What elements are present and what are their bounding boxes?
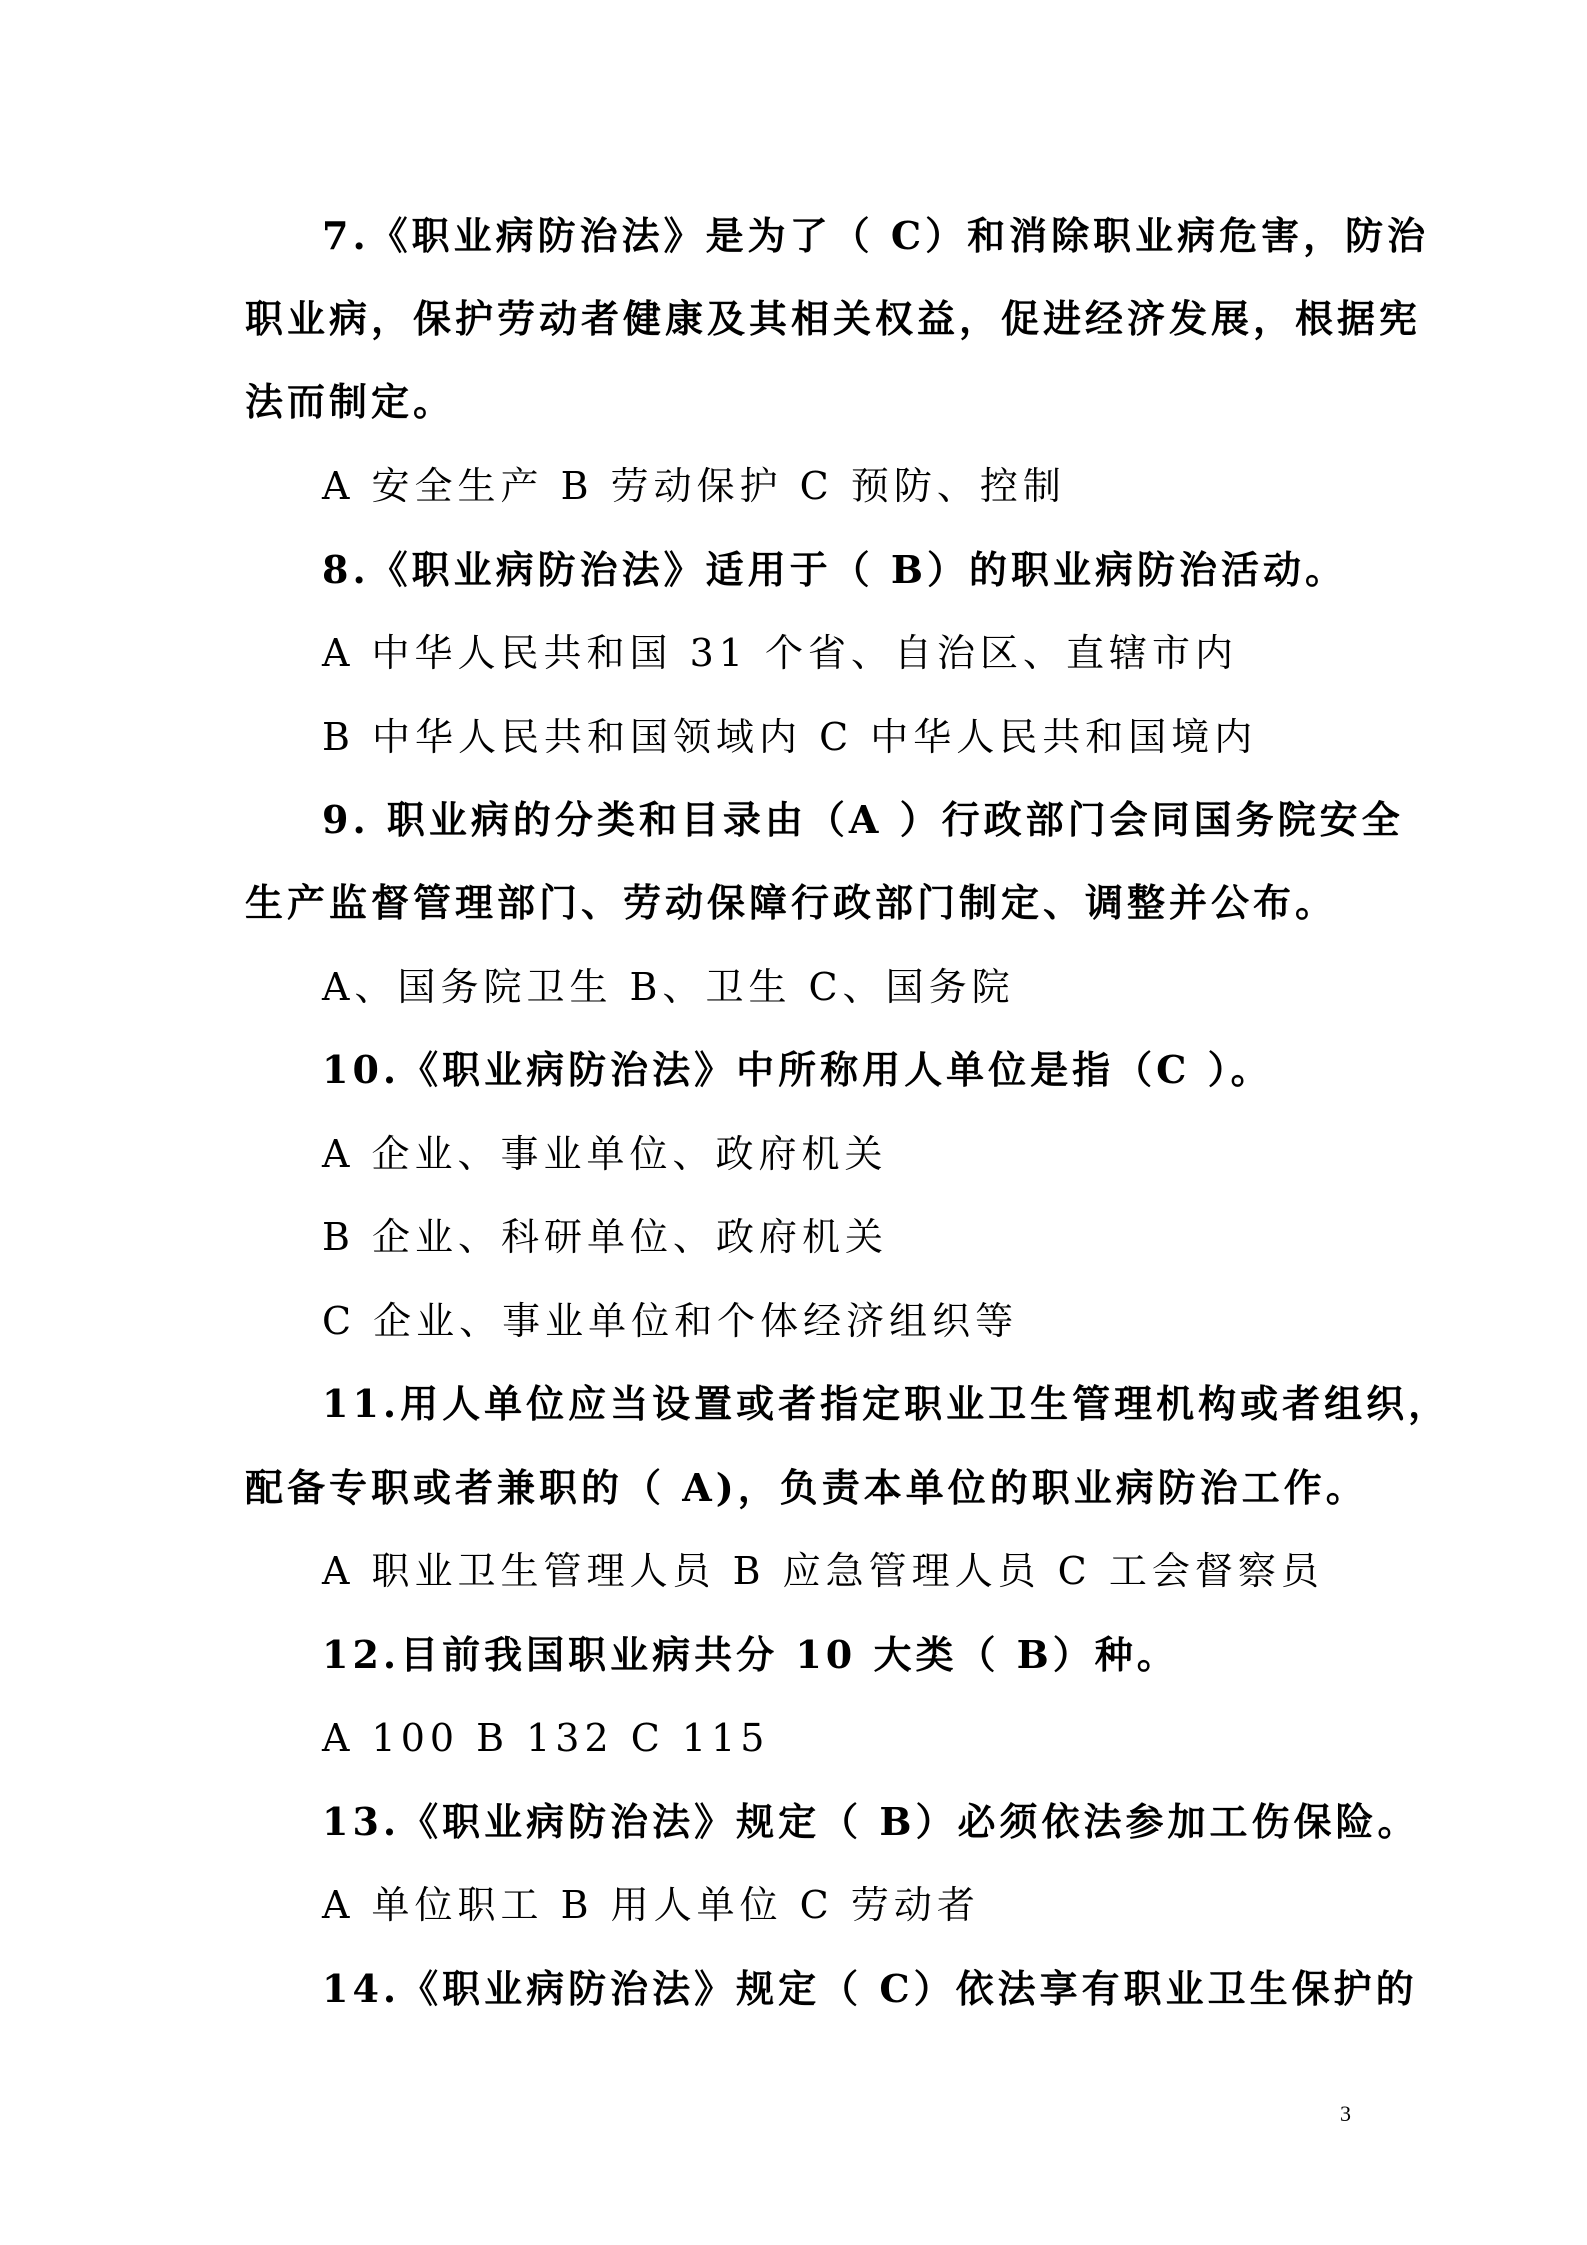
question-8: 8.《职业病防治法》适用于（ B）的职业病防治活动。 — [322, 547, 1348, 592]
question-11-options: A 职业卫生管理人员 B 应急管理人员 C 工会督察员 — [322, 1549, 1324, 1593]
question-12-options: A 100 B 132 C 115 — [322, 1716, 770, 1760]
question-14-line-1: 14.《职业病防治法》规定（ C）依法享有职业卫生保护的 — [322, 1966, 1418, 2011]
question-10: 10.《职业病防治法》中所称用人单位是指（C ）。 — [322, 1047, 1273, 1092]
question-9-line-2: 生产监督管理部门、劳动保障行政部门制定、调整并公布。 — [245, 880, 1338, 925]
question-9-options: A、国务院卫生 B、卫生 C、国务院 — [322, 965, 1015, 1009]
question-7-line-1: 7.《职业病防治法》是为了（ C）和消除职业病危害，防治 — [322, 213, 1430, 258]
question-8-option-a: A 中华人民共和国 31 个省、自治区、直辖市内 — [322, 631, 1239, 675]
page-number: 3 — [1340, 2101, 1351, 2126]
question-10-option-a: A 企业、事业单位、政府机关 — [322, 1132, 888, 1176]
question-8-options-b-c: B 中华人民共和国领域内 C 中华人民共和国境内 — [322, 715, 1258, 759]
question-13-options: A 单位职工 B 用人单位 C 劳动者 — [322, 1883, 980, 1927]
question-12: 12.目前我国职业病共分 10 大类（ B）种。 — [322, 1632, 1179, 1677]
question-11-line-2: 配备专职或者兼职的（ A)，负责本单位的职业病防治工作。 — [245, 1465, 1368, 1510]
question-13: 13.《职业病防治法》规定（ B）必须依法参加工伤保险。 — [322, 1799, 1420, 1844]
question-11-line-1: 11.用人单位应当设置或者指定职业卫生管理机构或者组织， — [322, 1381, 1451, 1426]
question-10-option-b: B 企业、科研单位、政府机关 — [322, 1215, 889, 1259]
question-7-line-3: 法而制定。 — [245, 379, 456, 424]
question-9-line-1: 9. 职业病的分类和目录由（A ）行政部门会同国务院安全 — [322, 797, 1404, 842]
question-7-options: A 安全生产 B 劳动保护 C 预防、控制 — [322, 464, 1066, 508]
question-10-option-c: C 企业、事业单位和个体经济组织等 — [322, 1299, 1019, 1343]
question-7-line-2: 职业病，保护劳动者健康及其相关权益，促进经济发展，根据宪 — [245, 296, 1422, 341]
